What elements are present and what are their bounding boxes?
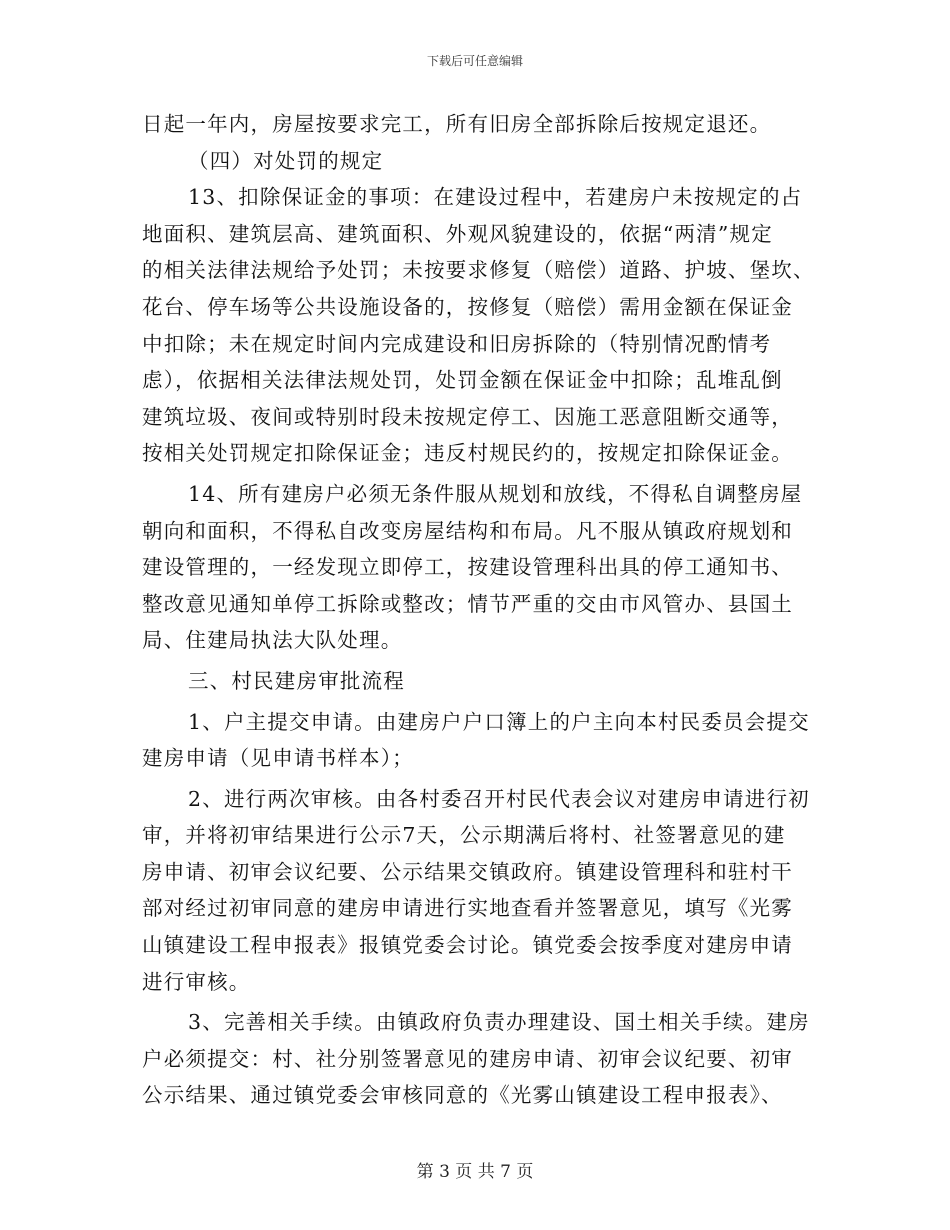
text-line: 虑），依据相关法律法规处罚，处罚金额在保证金中扣除；乱堆乱倒 bbox=[142, 368, 783, 393]
paragraph-13-start: 13、扣除保证金的事项：在建设过程中，若建房户未按规定的占 bbox=[188, 185, 803, 210]
text-line: 户必须提交：村、社分别签署意见的建房申请、初审会议纪要、初审 bbox=[142, 1046, 793, 1071]
step-2-start: 2、进行两次审核。由各村委召开村民代表会议对建房申请进行初 bbox=[188, 786, 810, 811]
text-line: 建房申请（见申请书样本）； bbox=[142, 746, 414, 771]
text-line: 部对经过初审同意的建房申请进行实地查看并签署意见，填写《光雾 bbox=[142, 896, 793, 921]
text-line: 审，并将初审结果进行公示7天，公示期满后将村、社签署意见的建 bbox=[142, 823, 786, 848]
step-1-start: 1、户主提交申请。由建房户户口簿上的户主向本村民委员会提交 bbox=[188, 709, 810, 734]
text-line: 房申请、初审会议纪要、公示结果交镇政府。镇建设管理科和驻村干 bbox=[142, 859, 793, 884]
section-heading-penalties: （四）对处罚的规定 bbox=[188, 148, 384, 173]
page-header: 下载后可任意编辑 bbox=[426, 54, 523, 68]
text-line: 建筑垃圾、夜间或特别时段未按规定停工、因施工恶意阻断交通等， bbox=[142, 404, 793, 429]
text-line: 朝向和面积，不得私自改变房屋结构和布局。凡不服从镇政府规划和 bbox=[142, 518, 793, 543]
text-line: 花台、停车场等公共设施设备的，按修复（赔偿）需用金额在保证金 bbox=[142, 294, 793, 319]
text-line: 按相关处罚规定扣除保证金；违反村规民约的，按规定扣除保证金。 bbox=[142, 441, 793, 466]
text-line: 地面积、建筑层高、建筑面积、外观风貌建设的，依据“两清”规定 bbox=[142, 221, 773, 246]
text-line: 中扣除；未在规定时间内完成建设和旧房拆除的（特别情况酌情考 bbox=[142, 331, 772, 356]
paragraph-14-start: 14、所有建房户必须无条件服从规划和放线，不得私自调整房屋 bbox=[188, 481, 803, 506]
page-number-footer: 第 3 页 共 7 页 bbox=[416, 1162, 534, 1182]
text-line: 局、住建局执法大队处理。 bbox=[142, 628, 403, 653]
section-heading-approval-process: 三、村民建房审批流程 bbox=[188, 668, 405, 693]
text-line: 山镇建设工程申报表》报镇党委会讨论。镇党委会按季度对建房申请 bbox=[142, 933, 793, 958]
text-line: 公示结果、通过镇党委会审核同意的《光雾山镇建设工程申报表》、 bbox=[142, 1083, 783, 1108]
text-line: 建设管理的，一经发现立即停工，按建设管理科出具的停工通知书、 bbox=[142, 555, 793, 580]
text-line: 的相关法律法规给予处罚；未按要求修复（赔偿）道路、护坡、堡坎、 bbox=[142, 258, 815, 283]
step-3-start: 3、完善相关手续。由镇政府负责办理建设、国土相关手续。建房 bbox=[188, 1010, 810, 1035]
document-body bbox=[142, 106, 815, 1114]
text-line: 进行审核。 bbox=[142, 969, 251, 994]
text-line: 整改意见通知单停工拆除或整改；情节严重的交由市风管办、县国土 bbox=[142, 591, 793, 616]
text-line: 日起一年内，房屋按要求完工，所有旧房全部拆除后按规定退还。 bbox=[142, 112, 772, 136]
